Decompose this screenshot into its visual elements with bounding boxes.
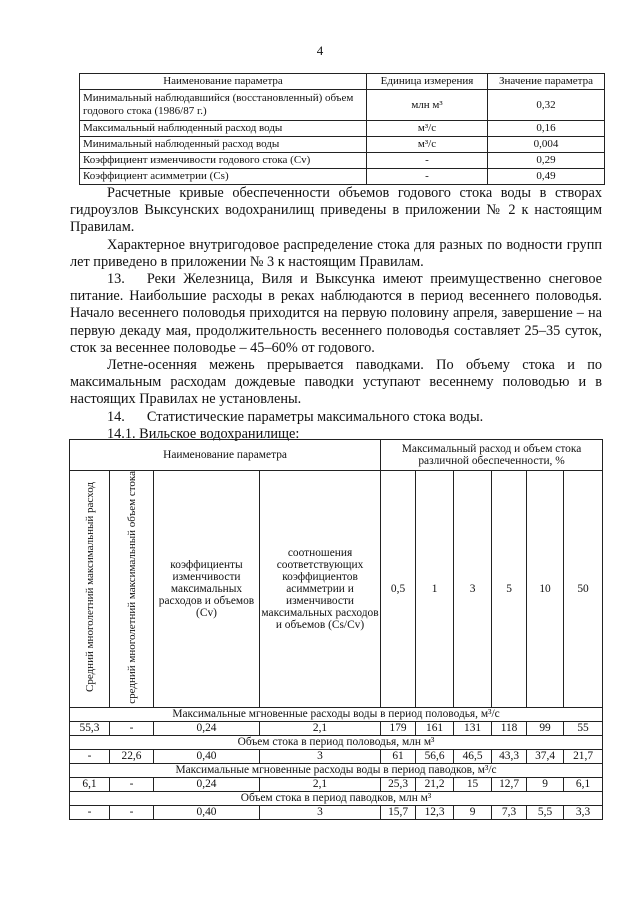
param-unit: млн м³ <box>367 90 488 121</box>
cell: 3 <box>260 749 381 763</box>
cell: - <box>110 805 154 819</box>
table-row <box>80 121 605 137</box>
section-title: Объем стока в период паводков, млн м³ <box>70 791 603 805</box>
cell: 3,3 <box>564 805 603 819</box>
param-value: 0,16 <box>488 121 605 137</box>
header-prob-5: 5 <box>492 471 527 708</box>
cell: 0,24 <box>154 777 260 791</box>
paragraph-14-1: 14.1. Вильское водохранилище: <box>107 425 300 442</box>
cell: 37,4 <box>527 749 564 763</box>
header-prob-1: 1 <box>416 471 454 708</box>
cell: 43,3 <box>492 749 527 763</box>
header-parameter-name: Наименование параметра <box>70 440 381 471</box>
header-parameter-name: Наименование параметра <box>80 74 367 90</box>
header-prob-10: 10 <box>527 471 564 708</box>
cell: 21,7 <box>564 749 603 763</box>
table-row <box>70 777 603 791</box>
paragraph-distribution: Характерное внутригодовое распределение стока для разных по водности групп лет приведено в приложении № 3 к настоящим Правилам. <box>70 236 602 270</box>
item-text: Реки Железница, Виля и Выксунка имеют преимущественно снеговое питание. Наибольшие расходы в реках наблюдаются в период весеннего половодья. Начало весеннего половодья приходится на первую половину апреля, завершение – на первую декаду мая, продолжительность весеннего половодья составляет 25–35 суток, сток за весеннее половодье – 45–60% от годового. <box>70 271 602 356</box>
param-value: 0,49 <box>488 169 605 185</box>
section-title: Максимальные мгновенные расходы воды в период половодья, м³/с <box>70 707 603 721</box>
param-name: Коэффициент изменчивости годового стока (Cv) <box>80 153 367 169</box>
cell: 12,7 <box>492 777 527 791</box>
cell: 22,6 <box>110 749 154 763</box>
cell: 12,3 <box>416 805 454 819</box>
cell: 7,3 <box>492 805 527 819</box>
cell: 6,1 <box>70 777 110 791</box>
cell: 46,5 <box>454 749 492 763</box>
cell: 3 <box>260 805 381 819</box>
item-number: 14. <box>107 408 125 425</box>
header-mean-max-discharge: Средний многолетний максимальный расход <box>70 471 110 708</box>
cell: 2,1 <box>260 777 381 791</box>
header-unit: Единица измерения <box>367 74 488 90</box>
cell: - <box>110 721 154 735</box>
param-unit: - <box>367 153 488 169</box>
table-row <box>80 153 605 169</box>
cell: 56,6 <box>416 749 454 763</box>
header-prob-50: 50 <box>564 471 603 708</box>
table-row <box>70 805 603 819</box>
table-row <box>80 137 605 153</box>
param-unit: м³/с <box>367 121 488 137</box>
param-name: Минимальный наблюденный расход воды <box>80 137 367 153</box>
header-probability: Максимальный расход и объем стока различной обеспеченности, % <box>381 440 603 471</box>
cell: 15,7 <box>381 805 416 819</box>
cell: 99 <box>527 721 564 735</box>
param-value: 0,004 <box>488 137 605 153</box>
header-value: Значение параметра <box>488 74 605 90</box>
table-row <box>80 90 605 121</box>
paragraph-13 <box>70 271 602 357</box>
cell: 15 <box>454 777 492 791</box>
header-cv: коэффициенты изменчивости максимальных расходов и объемов (Cv) <box>154 471 260 708</box>
section-title: Максимальные мгновенные расходы воды в период паводков, м³/с <box>70 763 603 777</box>
table-row <box>70 721 603 735</box>
page-number: 4 <box>316 43 324 58</box>
cell: 9 <box>527 777 564 791</box>
section-title: Объем стока в период половодья, млн м³ <box>70 735 603 749</box>
item-text: Статистические параметры максимального стока воды. <box>146 408 484 425</box>
param-unit: м³/с <box>367 137 488 153</box>
cell: 61 <box>381 749 416 763</box>
cell: 9 <box>454 805 492 819</box>
paragraph-curves: Расчетные кривые обеспеченности объемов годового стока воды в створах гидроузлов Выксунских водохранилищ приведены в приложении № 2 к настоящим Правилам. <box>70 185 602 236</box>
header-cs-cv: соотношения соответствующих коэффициентов асимметрии и изменчивости максимальных расходов и объемов (Cs/Cv) <box>260 471 381 708</box>
cell: 5,5 <box>527 805 564 819</box>
param-value: 0,29 <box>488 153 605 169</box>
cell: 6,1 <box>564 777 603 791</box>
param-name: Коэффициент асимметрии (Cs) <box>80 169 367 185</box>
table-row <box>80 169 605 185</box>
cell: 25,3 <box>381 777 416 791</box>
param-unit: - <box>367 169 488 185</box>
header-prob-3: 3 <box>454 471 492 708</box>
cell: 0,24 <box>154 721 260 735</box>
header-prob-0-5: 0,5 <box>381 471 416 708</box>
cell: 0,40 <box>154 805 260 819</box>
cell: 179 <box>381 721 416 735</box>
cell: 118 <box>492 721 527 735</box>
param-name: Минимальный наблюдавшийся (восстановленный) объем годового стока (1986/87 г.) <box>80 90 367 121</box>
cell: - <box>110 777 154 791</box>
item-number: 13. <box>107 271 125 288</box>
param-name: Максимальный наблюденный расход воды <box>80 121 367 137</box>
cell: 0,40 <box>154 749 260 763</box>
body-text <box>70 185 602 443</box>
cell: - <box>70 749 110 763</box>
parameters-table <box>79 73 605 185</box>
cell: 2,1 <box>260 721 381 735</box>
header-mean-max-volume: средний многолетний максимальный объем стока <box>110 471 154 708</box>
paragraph-summer: Летне-осенняя межень прерывается паводками. По объему стока и по максимальным расходам дождевые паводки уступают весеннему половодью и в настоящих Правилах не установлены. <box>70 357 602 408</box>
cell: 161 <box>416 721 454 735</box>
paragraph-14 <box>70 409 602 426</box>
max-flow-table <box>69 439 603 820</box>
cell: 131 <box>454 721 492 735</box>
param-value: 0,32 <box>488 90 605 121</box>
cell: 55 <box>564 721 603 735</box>
cell: 55,3 <box>70 721 110 735</box>
cell: - <box>70 805 110 819</box>
table-row <box>70 749 603 763</box>
cell: 21,2 <box>416 777 454 791</box>
